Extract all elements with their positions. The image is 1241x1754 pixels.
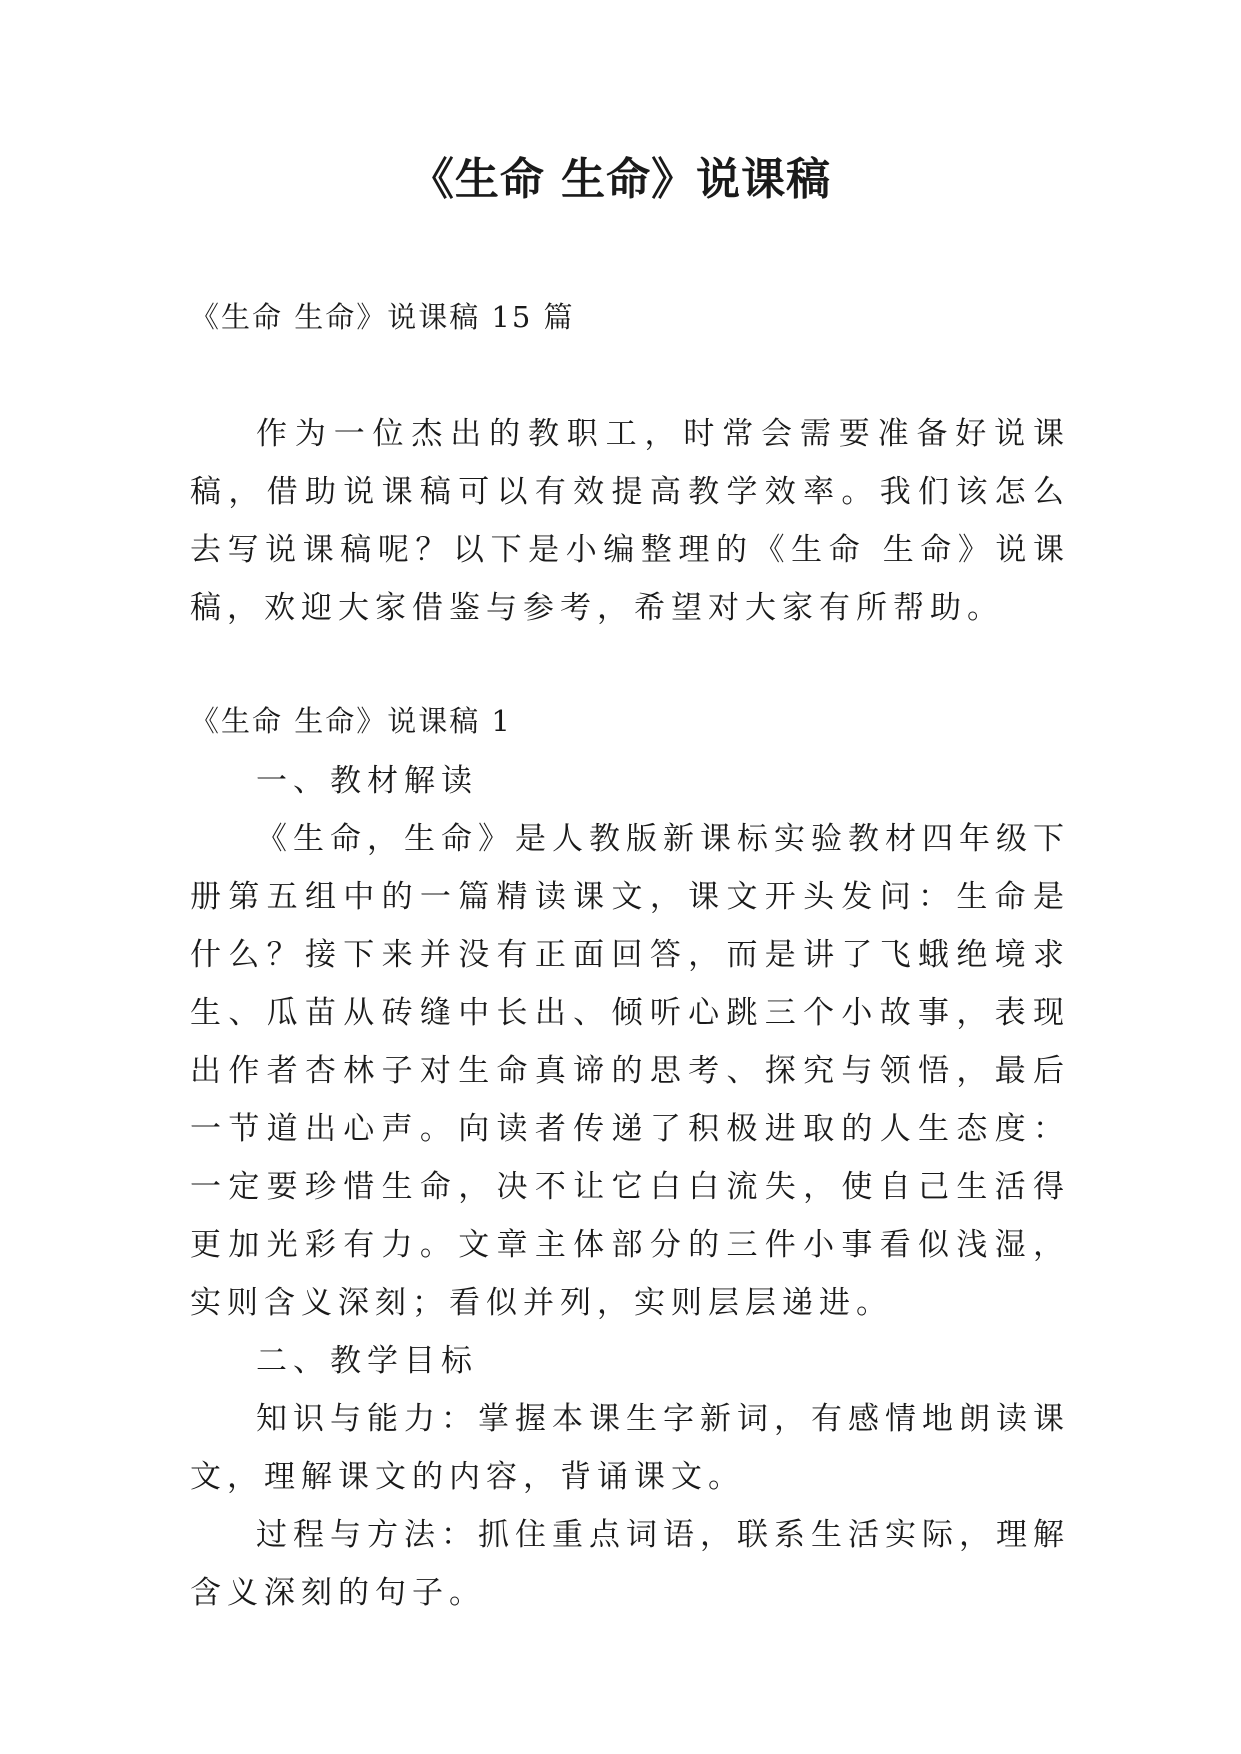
heading-teaching-material: 一、教材解读 xyxy=(256,763,478,799)
paragraph-material-analysis: 《生命，生命》是人教版新课标实验教材四年级下册第五组中的一篇精读课文，课文开头发问：生命是什么？接下来并没有正面回答，而是讲了飞蛾绝境求生、瓜苗从砖缝中长出、倾听心跳三个小故事，表现出作者杏林子对生命真谛的思考、探究与领悟，最后一节道出心声。向读者传递了积极进取的人生态度：一定要珍惜生命，决不让它白白流失，使自己生活得更加光彩有力。文章主体部分的三件小事看似浅湿，实则含义深刻；看似并列，实则层层递进。 xyxy=(190,821,1070,1321)
document-subtitle: 《生命 生命》说课稿 15 篇 xyxy=(190,300,575,334)
intro-paragraph: 作为一位杰出的教职工，时常会需要准备好说课稿，借助说课稿可以有效提高教学效率。我们该怎么去写说课稿呢？以下是小编整理的《生命 生命》说课稿，欢迎大家借鉴与参考，希望对大家有所帮助。 xyxy=(190,416,1070,626)
paragraph-process-method: 过程与方法：抓住重点词语，联系生活实际，理解含义深刻的句子。 xyxy=(190,1517,1070,1611)
section-body xyxy=(190,752,1070,1622)
paragraph-knowledge-ability: 知识与能力：掌握本课生字新词，有感情地朗读课文，理解课文的内容，背诵课文。 xyxy=(190,1401,1070,1495)
document-title: 《生命 生命》说课稿 xyxy=(409,154,832,205)
section-heading: 《生命 生命》说课稿 1 xyxy=(190,704,512,738)
heading-teaching-goals: 二、教学目标 xyxy=(256,1343,478,1379)
